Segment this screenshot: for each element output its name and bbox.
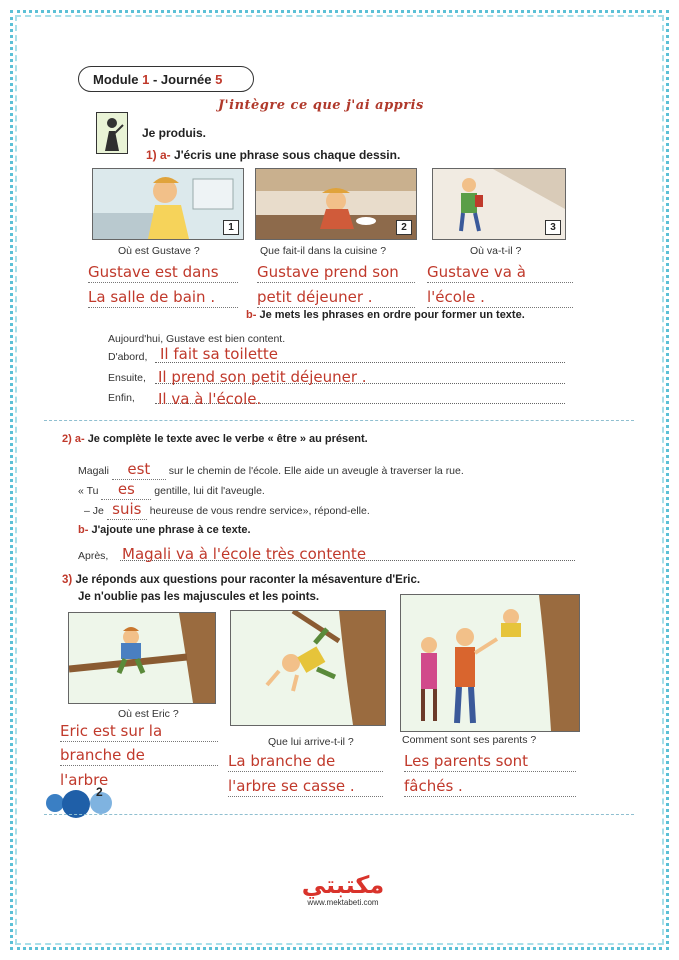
logo-text: مكتبتي [301,871,385,899]
section-divider [44,814,634,815]
answer-picture-2-line-2[interactable]: petit déjeuner . [257,288,415,308]
after-answer[interactable]: Magali va à l'école très contente [122,545,367,563]
answer-picture-3-line-1[interactable]: Gustave va à [427,263,573,283]
order-label-first: D'abord, [108,351,148,363]
q3-instruction-2: Je n'oublie pas les majuscules et les points. [78,591,320,603]
answer-eric-2-line-2[interactable]: l'arbre se casse . [228,777,383,797]
picture-kitchen [255,168,417,240]
q1a-instruction: 1) a- J'écris une phrase sous chaque dessin. [146,148,401,162]
question-picture-1: Où est Gustave ? [118,245,200,257]
fill-answer-2[interactable]: es [101,480,151,500]
picture-eric-parents [400,594,580,732]
fill-line-1: Magali est sur le chemin de l'école. Elle aide un aveugle à traverser la rue. [78,460,464,478]
picture-bathroom [92,168,244,240]
question-eric-2: Que lui arrive-t-il ? [268,736,354,748]
q3-instruction-1: 3) Je réponds aux questions pour raconter la mésaventure d'Eric. [62,574,421,586]
answer-eric-1-line-3[interactable]: l'arbre [60,771,109,789]
fill-answer-1[interactable]: est [112,460,166,480]
order-answer-second[interactable]: Il prend son petit déjeuner . [158,368,367,386]
q2b-instruction: b- J'ajoute une phrase à ce texte. [78,524,251,536]
produce-label: Je produis. [142,126,207,140]
order-intro: Aujourd'hui, Gustave est bien content. [108,333,286,345]
picture-eric-tree [68,612,216,704]
answer-picture-2-line-1[interactable]: Gustave prend son [257,263,415,283]
picture-walking [432,168,566,240]
q1b-instruction: b- Je mets les phrases en ordre pour former un texte. [246,309,525,321]
answer-picture-3-line-2[interactable]: l'école . [427,288,573,308]
order-answer-third[interactable]: Il va à l'école. [158,390,262,408]
after-label: Après, [78,550,109,562]
picture-number-badge: 1 [223,220,239,235]
question-picture-3: Où va-t-il ? [470,245,522,257]
logo-url: www.mektabeti.com [307,898,379,907]
order-answer-first[interactable]: Il fait sa toilette [160,345,279,363]
answer-eric-3-line-2[interactable]: fâchés . [404,777,576,797]
question-eric-3: Comment sont ses parents ? [402,734,537,746]
fill-answer-3[interactable]: suis [107,500,147,520]
footer-logo [273,872,413,907]
writer-icon [96,112,128,154]
answer-picture-1-line-2[interactable]: La salle de bain . [88,288,238,308]
answer-picture-1-line-1[interactable]: Gustave est dans [88,263,238,283]
picture-number-badge: 3 [545,220,561,235]
module-badge: Module 1 - Journée 5 [78,66,254,92]
fill-line-3: – Je suis heureuse de vous rendre service», répond-elle. [84,500,370,518]
answer-eric-1-line-2[interactable]: branche de [60,746,218,766]
answer-eric-2-line-1[interactable]: La branche de [228,752,383,772]
page-number: 2 [96,785,103,799]
order-label-second: Ensuite, [108,372,146,384]
section-divider [44,420,634,421]
answer-eric-3-line-1[interactable]: Les parents sont [404,752,576,772]
picture-eric-falling [230,610,386,726]
order-label-third: Enfin, [108,392,135,404]
picture-number-badge: 2 [396,220,412,235]
section-heading: J'intègre ce que j'ai appris [218,98,424,113]
fill-line-2: « Tu es gentille, lui dit l'aveugle. [78,480,265,498]
question-eric-1: Où est Eric ? [118,708,179,720]
q2a-instruction: 2) a- Je complète le texte avec le verbe « être » au présent. [62,433,368,445]
question-picture-2: Que fait-il dans la cuisine ? [260,245,387,257]
answer-eric-1-line-1[interactable]: Eric est sur la [60,722,218,742]
